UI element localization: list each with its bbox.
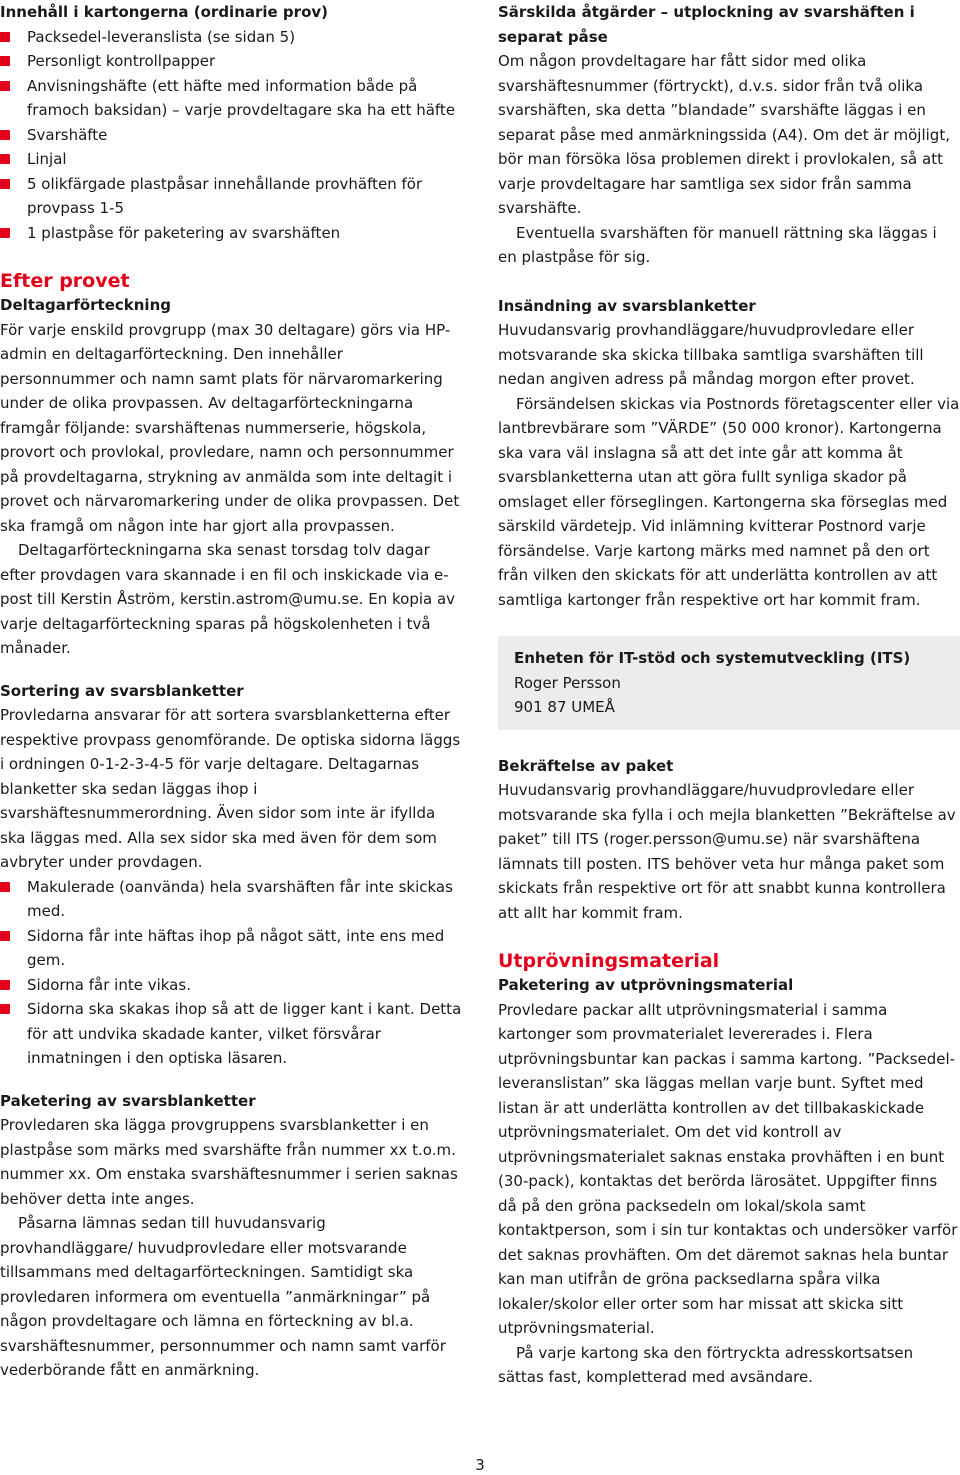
trial-material-heading: Utprövningsmaterial	[498, 950, 720, 972]
square-bullet-icon	[0, 130, 10, 140]
participant-list-paragraph-2: Deltagarförteckningarna ska senast torsdag tolv dagar efter provdagen vara skannade i en fil och inskickade via e-post till Kerstin Åström, kerstin.astrom@umu.se. En kopia av varje deltagarförteckning sparas på högskolenheten i två månader.	[0, 541, 456, 657]
submission-paragraph-2: Försändelsen skickas via Postnords företagscenter eller via lantbrevbärare som ”VÄRDE” (50 000 kronor). Kartongerna ska vara väl inslagna så att det inte går att komma åt svarsblanketterna utan att göra fullt synliga skador på omslaget eller förseglingen. Kartongerna ska förseglas med särskild värdetejp. Vid inlämning kvitterar Postnord varje försändelse. Varje kartong märks med namnet på den ort från vilken den skickats för att underlätta kontrollen av att samtliga kartonger från respektive ort har kommit fram.	[498, 394, 960, 609]
square-bullet-icon	[0, 1004, 10, 1014]
trial-packing-paragraph: Provledare packar allt utprövningsmaterial i samma kartonger som provmaterialet levererades i. Flera utprövningsbuntar kan packas i samma kartong. ”Packsedel-leveranslistan” ska läggas mellan varje bunt. Syftet med listan är att underlätta kontrollen av det tillbakaskickade utprövningsmaterialet. Om det vid kontroll av utprövningsmaterialet saknas enstaka provhäften i en bunt (30-pack), kontaktas det berörda lärosätet. Uppgifter finns då på den gröna packsedeln om lokal/skola samt kontaktperson, som i sin tur kontaktas och undersöker varför det saknas provhäften. Om det däremot saknas hela buntar kan man utifrån de gröna packsedlarna spåra vilka lokaler/skolor eller orter som har missat att skicka sitt utprövningsmaterial.	[498, 1000, 958, 1337]
packing-paragraph: Provledaren ska lägga provgruppens svarsblanketter i en plastpåse som märks med svarshäfte från nummer xx t.o.m. nummer xx. Om enstaka svarshäftesnummer i serien saknas behöver detta inte anges.	[0, 1116, 458, 1208]
left-column	[0, 0, 462, 1383]
list-item-text: Personligt kontrollpapper	[27, 52, 216, 70]
packing-heading: Paketering av svarsblanketter	[0, 1091, 256, 1110]
after-test-heading: Efter provet	[0, 270, 130, 292]
square-bullet-icon	[0, 81, 10, 91]
special-measures-paragraph: Om någon provdeltagare har fått sidor med olika svarshäftesnummer (förtryckt), d.v.s. sidor från två olika svarshäften, ska detta ”blandade” svarshäfte läggas i en separat påse med anmärkningssida (A4). Om det är möjligt, bör man försöka lösa problemen direkt i provlokalen, så att varje provdeltagare har samtliga sex sidor från samma svarshäfte.	[498, 52, 950, 217]
square-bullet-icon	[0, 980, 10, 990]
sorting-heading: Sortering av svarsblanketter	[0, 681, 244, 700]
list-item-text: Svarshäfte	[27, 125, 108, 144]
address-name: Roger Persson	[514, 673, 621, 692]
list-item-text: Sidorna får inte vikas.	[27, 975, 191, 994]
list-item-text: Anvisningshäfte (ett häfte med information både på framoch baksidan) – varje provdeltagare ska ha ett häfte	[27, 76, 456, 119]
list-item-text: Sidorna ska skakas ihop så att de ligger kant i kant. Detta för att undvika skadade kanter, vilket försvårar inmatningen i den optiska läsaren.	[27, 1000, 462, 1067]
address-box	[498, 636, 960, 730]
list-item	[0, 49, 462, 74]
address-postal: 901 87 UMEÅ	[514, 698, 615, 716]
square-bullet-icon	[0, 882, 10, 892]
list-item	[0, 875, 462, 924]
special-measures-paragraph-2: Eventuella svarshäften för manuell rättning ska läggas i en plastpåse för sig.	[498, 223, 937, 266]
sorting-list	[0, 875, 462, 1071]
square-bullet-icon	[0, 56, 10, 66]
submission-paragraph: Huvudansvarig provhandläggare/huvudprovledare eller motsvarande ska skicka tillbaka samtliga svarshäften till nedan angiven adress på måndag morgon efter provet.	[498, 321, 924, 388]
list-item-text: 5 olikfärgade plastpåsar innehållande provhäften för provpass 1-5	[27, 174, 423, 217]
address-unit: Enheten för IT-stöd och systemutveckling (ITS)	[514, 649, 911, 667]
confirmation-paragraph: Huvudansvarig provhandläggare/huvudprovledare eller motsvarande ska fylla i och mejla blanketten ”Bekräftelse av paket” till ITS (roger.persson@umu.se) när svarshäftena lämnats till posten. ITS behöver veta hur många paket som skickats från respektive ort för att snabbt kunna kontrollera att allt har kommit fram.	[498, 781, 956, 922]
participant-list-paragraph: För varje enskild provgrupp (max 30 deltagare) görs via HP-admin en deltagarförteckning. Den innehåller personnummer och namn samt plats för närvaromarkering under de olika provpassen. Av deltagarförteckningarna framgår följande: svarshäftenas nummerserie, högskola, provort och provlokal, provledare, namn och personnummer på provdeltagarna, strykning av anmälda som inte deltagit i provet och närvaromarkering under de olika provpassen. Det ska framgå om någon inte har gjort alla provpassen.	[0, 320, 460, 535]
square-bullet-icon	[0, 179, 10, 189]
list-item	[0, 997, 462, 1071]
list-item	[0, 123, 462, 148]
trial-packing-paragraph-2: På varje kartong ska den förtryckta adresskortsatsen sättas fast, kompletterad med avsändare.	[498, 1343, 914, 1386]
list-item	[0, 221, 462, 246]
list-item	[0, 973, 462, 998]
square-bullet-icon	[0, 154, 10, 164]
square-bullet-icon	[0, 228, 10, 238]
list-item	[0, 924, 462, 973]
square-bullet-icon	[0, 32, 10, 42]
submission-heading: Insändning av svarsblanketter	[498, 296, 756, 315]
list-item	[0, 74, 462, 123]
list-item-text: 1 plastpåse för paketering av svarshäften	[27, 223, 341, 242]
contents-list	[0, 25, 462, 246]
participant-list-subheading: Deltagarförteckning	[0, 296, 171, 314]
confirmation-heading: Bekräftelse av paket	[498, 756, 674, 775]
list-item-text: Linjal	[27, 150, 67, 168]
square-bullet-icon	[0, 931, 10, 941]
list-item	[0, 147, 462, 172]
page-number: 3	[475, 1456, 485, 1474]
trial-packing-subheading: Paketering av utprövningsmaterial	[498, 976, 794, 994]
list-item	[0, 25, 462, 50]
list-item	[0, 172, 462, 221]
packing-paragraph-2: Påsarna lämnas sedan till huvudansvarig provhandläggare/ huvudprovledare eller motsvarande tillsammans med deltagarförteckningen. Samtidigt ska provledaren informera om eventuella ”anmärkningar” på någon provdeltagare och lämna en förteckning av bl.a. svarshäftesnummer, personnummer och namn samt varför vederbörande fått en anmärkning.	[0, 1214, 446, 1379]
contents-heading: Innehåll i kartongerna (ordinarie prov)	[0, 3, 329, 21]
list-item-text: Sidorna får inte häftas ihop på något sätt, inte ens med gem.	[27, 926, 445, 969]
right-column	[498, 0, 960, 1390]
list-item-text: Packsedel-leveranslista (se sidan 5)	[27, 27, 296, 46]
list-item-text: Makulerade (oanvända) hela svarshäften får inte skickas med.	[27, 877, 453, 920]
special-measures-heading: Särskilda åtgärder – utplockning av svarshäften i separat påse	[498, 3, 915, 46]
sorting-paragraph: Provledarna ansvarar för att sortera svarsblanketterna efter respektive provpass genomförande. De optiska sidorna läggs i ordningen 0-1-2-3-4-5 för varje deltagare. Deltagarnas blanketter ska sedan läggas ihop i svarshäftesnummerordning. Även sidor som inte är ifyllda ska läggas med. Alla sex sidor ska med även för dem som avbryter under provdagen.	[0, 706, 461, 871]
